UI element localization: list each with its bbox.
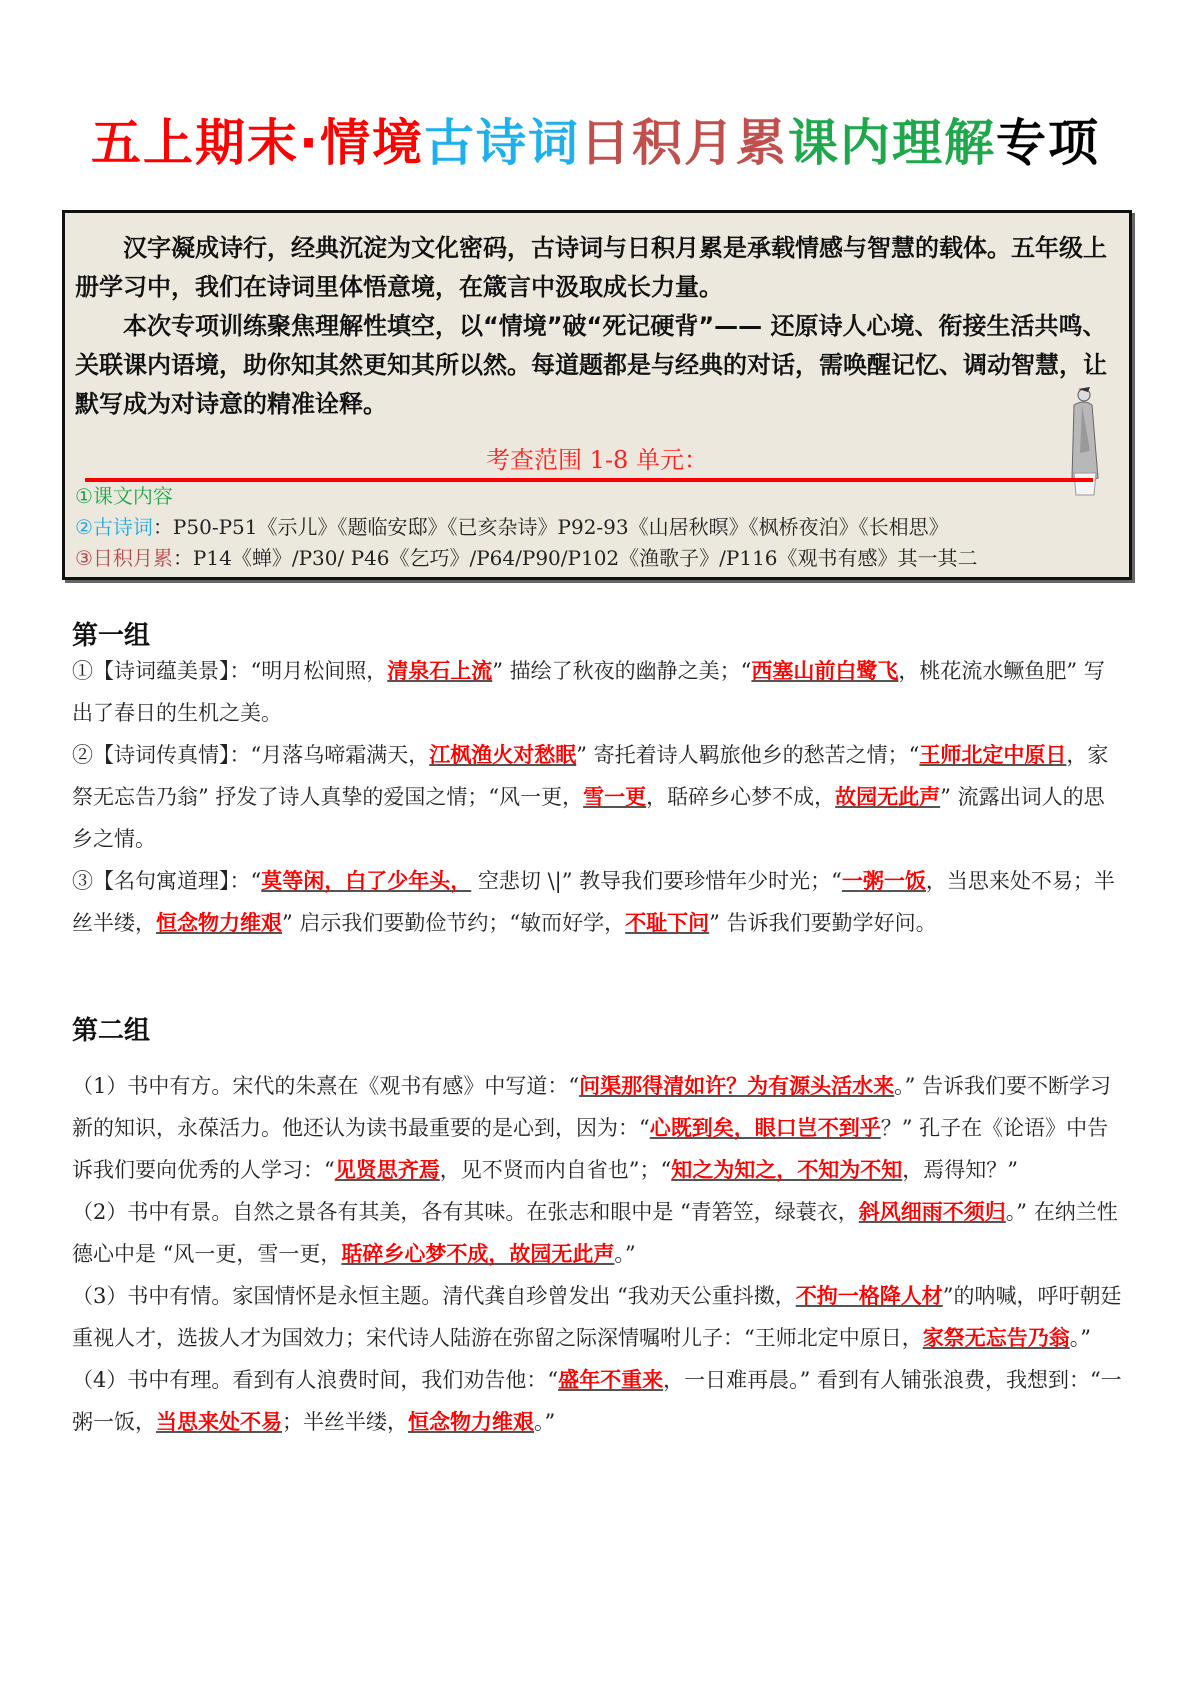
group2-item	[72, 1275, 1124, 1359]
scope-item-daily	[75, 543, 978, 573]
group1-content	[72, 650, 1124, 944]
answer-blank: 莫等闲，白了少年头，	[261, 869, 472, 893]
answer-blank: 斜风细雨不须归	[858, 1200, 1006, 1224]
answer-blank: 江枫渔火对愁眠	[429, 743, 577, 767]
prompt-text: ①【诗词蕴美景】：“明月松间照，	[72, 659, 388, 683]
intro-paragraph-1: 汉字凝成诗行，经典沉淀为文化密码，古诗词与日积月累是承载情感与智慧的载体。五年级上册学习中，我们在诗词里体悟意境，在箴言中汲取成长力量。	[75, 234, 1107, 301]
answer-blank: 清泉石上流	[387, 659, 493, 683]
scope-item-poems	[75, 512, 949, 542]
answer-blank: 家祭无忘告乃翁	[922, 1326, 1070, 1350]
page-title	[0, 108, 1191, 178]
answer-blank: 西塞山前白鹭飞	[751, 659, 899, 683]
prompt-text: ，焉得知？”	[902, 1158, 1018, 1182]
prompt-text: ；半丝半缕，	[282, 1410, 408, 1434]
title-part-green: 课内理解	[788, 114, 996, 172]
prompt-text: （3）书中有情。家国情怀是永恒主题。清代龚自珍曾发出 “我劝天公重抖擞，	[72, 1284, 796, 1308]
answer-blank: 王师北定中原日	[919, 743, 1067, 767]
scope-item-texts	[75, 481, 173, 511]
prompt-text: ③【名句寓道理】：“	[72, 869, 262, 893]
scope-label: ③日积月累	[75, 546, 173, 570]
answer-blank: 故园无此声	[835, 785, 941, 809]
answer-blank: 问渠那得清如许？为有源头活水来	[579, 1074, 895, 1098]
prompt-text: ，家祭无忘告乃翁” 抒发了诗人真挚的爱国之情；“风一更，	[72, 743, 1109, 809]
scope-label: ①课文内容	[75, 484, 173, 508]
prompt-text: 。” 在纳兰性德心中是 “风一更，雪一更，	[72, 1200, 1118, 1266]
prompt-text: ” 启示我们要勤俭节约；“敏而好学，	[282, 911, 626, 935]
group2-content	[72, 1065, 1124, 1443]
group1-item	[72, 650, 1124, 734]
intro-text	[75, 229, 1120, 424]
answer-blank: 雪一更	[583, 785, 647, 809]
answer-blank: 恒念物力维艰	[408, 1410, 534, 1434]
prompt-text: ，桃花流水鳜鱼肥” 写出了春日的生机之美。	[72, 659, 1105, 725]
prompt-text: ，当思来处不易；半丝半缕，	[72, 869, 1115, 935]
prompt-text: ” 寄托着诗人羁旅他乡的愁苦之情；“	[576, 743, 920, 767]
prompt-text: 。”	[534, 1410, 556, 1434]
answer-blank: 一粥一饭	[841, 869, 926, 893]
group1-title: 第一组	[72, 621, 151, 651]
scope-detail: ：P50-P51《示儿》《题临安邸》《已亥杂诗》P92-93《山居秋暝》《枫桥夜泊》《长相思》	[152, 515, 949, 539]
prompt-text: （1）书中有方。宋代的朱熹在《观书有感》中写道：“	[72, 1074, 580, 1098]
answer-blank: 盛年不重来	[558, 1368, 664, 1392]
scholar-figure-icon	[1060, 383, 1105, 503]
answer-blank: 聒碎乡心梦不成，故园无此声	[341, 1242, 615, 1266]
title-part-blue: 古诗词	[424, 114, 580, 172]
prompt-text: ，一日难再晨。” 看到有人铺张浪费，我想到：“一粥一饭，	[72, 1368, 1122, 1434]
prompt-text: （2）书中有景。自然之景各有其美，各有其味。在张志和眼中是 “青箬笠，绿蓑衣，	[72, 1200, 859, 1224]
scope-label: ②古诗词	[75, 515, 153, 539]
answer-blank: 见贤思齐焉	[334, 1158, 440, 1182]
prompt-text: 。”	[1069, 1326, 1091, 1350]
intro-box	[62, 210, 1132, 580]
prompt-text: 空悲切 \|” 教导我们要珍惜年少时光；“	[471, 869, 842, 893]
group2-title: 第二组	[72, 1016, 151, 1046]
answer-blank: 恒念物力维艰	[156, 911, 282, 935]
title-part-black: 专项	[996, 114, 1100, 172]
prompt-text: ”的呐喊，呼吁朝廷重视人才，选拔人才为国效力；宋代诗人陆游在弥留之际深情嘱咐儿子：“王师北定中原日，	[72, 1284, 1122, 1350]
title-part-brown: 日积月累	[580, 114, 788, 172]
scope-detail: ：P14《蝉》/P30/ P46《乞巧》/P64/P90/P102《渔歌子》/P116《观书有感》其一其二	[172, 546, 978, 570]
range-divider	[85, 478, 1093, 482]
prompt-text: ” 描绘了秋夜的幽静之美；“	[492, 659, 752, 683]
title-part-red: 五上期末·情境	[91, 114, 424, 172]
prompt-text: ？” 孔子在《论语》中告诉我们要向优秀的人学习：“	[72, 1116, 1109, 1182]
prompt-text: 。” 告诉我们要不断学习新的知识，永葆活力。他还认为读书最重要的是心到，因为：“	[72, 1074, 1112, 1140]
prompt-text: ，聒碎乡心梦不成，	[646, 785, 836, 809]
prompt-text: ” 流露出词人的思乡之情。	[72, 785, 1105, 851]
prompt-text: （4）书中有理。看到有人浪费时间，我们劝告他：“	[72, 1368, 559, 1392]
group1-item	[72, 734, 1124, 860]
prompt-text: ” 告诉我们要勤学好问。	[709, 911, 937, 935]
group2-item	[72, 1359, 1124, 1443]
range-title: 考查范围 1-8 单元：	[486, 446, 708, 474]
prompt-text: 。”	[614, 1242, 636, 1266]
prompt-text: ，见不贤而内自省也”；“	[439, 1158, 672, 1182]
answer-blank: 当思来处不易	[156, 1410, 282, 1434]
answer-blank: 不拘一格降人材	[795, 1284, 943, 1308]
answer-blank: 知之为知之，不知为不知	[671, 1158, 903, 1182]
answer-blank: 心既到矣，眼口岂不到乎	[649, 1116, 881, 1140]
answer-blank: 不耻下问	[625, 911, 710, 935]
prompt-text: ②【诗词传真情】：“月落乌啼霜满天，	[72, 743, 430, 767]
intro-paragraph-2: 本次专项训练聚焦理解性填空，以“情境”破“死记硬背”—— 还原诗人心境、衔接生活共鸣、关联课内语境，助你知其然更知其所以然。每道题都是与经典的对话，需唤醒记忆、调动智慧，让默写成为对诗意的精准诠释。	[75, 312, 1107, 418]
group2-item	[72, 1191, 1124, 1275]
group2-item	[72, 1065, 1124, 1191]
group1-item	[72, 860, 1124, 944]
